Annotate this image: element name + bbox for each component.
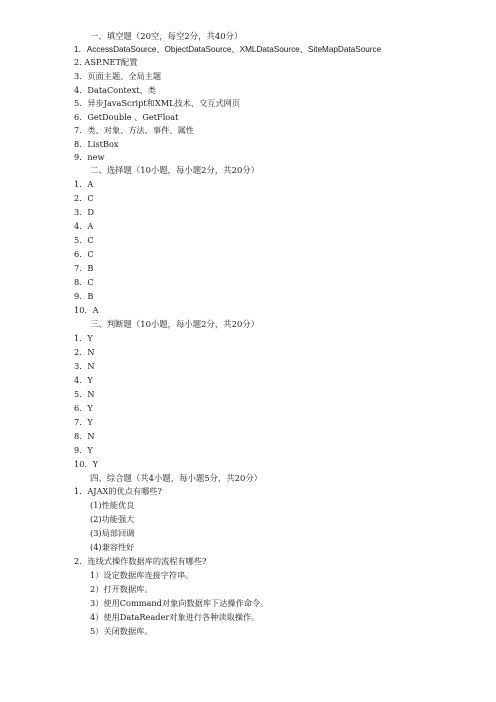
answer-line: 8．C (74, 277, 94, 287)
answer-line: 4．Y (74, 375, 93, 385)
answer-line: 3．页面主题、全局主题 (74, 71, 162, 81)
answer-line: 5．C (74, 235, 94, 245)
answer-line: 10．Y (74, 459, 99, 469)
answer-line: (3)局部回调 (90, 528, 135, 538)
answer-line: 6．C (74, 249, 94, 259)
answer-line: 4）使用DataReader对象进行各种读取操作。 (90, 612, 260, 622)
answer-line: (4)兼容性好 (90, 542, 135, 552)
answer-line: 5）关闭数据库。 (90, 626, 153, 636)
answer-line: 7．B (74, 263, 94, 273)
question-line: 2．连线式操作数据库的流程有哪些? (74, 556, 207, 566)
answer-line: 6．Y (74, 403, 93, 413)
answer-line: 9．B (74, 291, 94, 301)
answer-line: 7．Y (74, 417, 93, 427)
section-heading-fill-blank: 一、填空题（20空，每空2分，共40分） (90, 31, 243, 41)
answer-line: 2．N (74, 347, 95, 357)
answer-line: 5．异步JavaScript和XML技术、交互式网页 (74, 98, 241, 108)
answer-line: 3）使用Command对象向数据库下达操作命令。 (90, 598, 269, 608)
answer-line: 6．GetDouble 、GetFloat (74, 112, 179, 122)
answer-line: (2)功能强大 (90, 514, 135, 524)
answer-line: 2）打开数据库。 (90, 584, 153, 594)
answer-line: 5．N (74, 389, 95, 399)
section-heading-comprehensive: 四、综合题（共4小题，每小题5分，共20分） (90, 473, 263, 483)
answer-line: 7．类、对象、方法、事件、属性 (74, 125, 194, 135)
answer-line: 2. ASP.NET配置 (74, 57, 138, 67)
answer-line: 10．A (74, 305, 99, 315)
section-heading-multiple-choice: 二、选择题（10小题，每小题2分，共20分） (90, 165, 260, 175)
answer-line: 8．ListBox (74, 139, 119, 149)
answer-line: 1．Y (74, 333, 93, 343)
answer-line: 3．N (74, 361, 95, 371)
answer-line: 8．N (74, 431, 95, 441)
answer-line: 2．C (74, 193, 94, 203)
answer-line: (1)性能优良 (90, 500, 135, 510)
answer-line: 4．DataContext、类 (74, 85, 156, 95)
answer-line: 3．D (74, 207, 94, 217)
section-heading-true-false: 三、判断题（10小题，每小题2分，共20分） (90, 319, 260, 329)
answer-line: 4．A (74, 221, 94, 231)
question-line: 1．AJAX的优点有哪些? (74, 486, 162, 496)
answer-line: 1．A (74, 179, 94, 189)
answer-line: 1．AccessDataSource、ObjectDataSource、XMLDataSource、SiteMapDataSource (74, 45, 382, 54)
answer-line: 9．new (74, 152, 105, 162)
answer-line: 9．Y (74, 445, 93, 455)
answer-line: 1）设定数据库连接字符串。 (90, 570, 194, 580)
